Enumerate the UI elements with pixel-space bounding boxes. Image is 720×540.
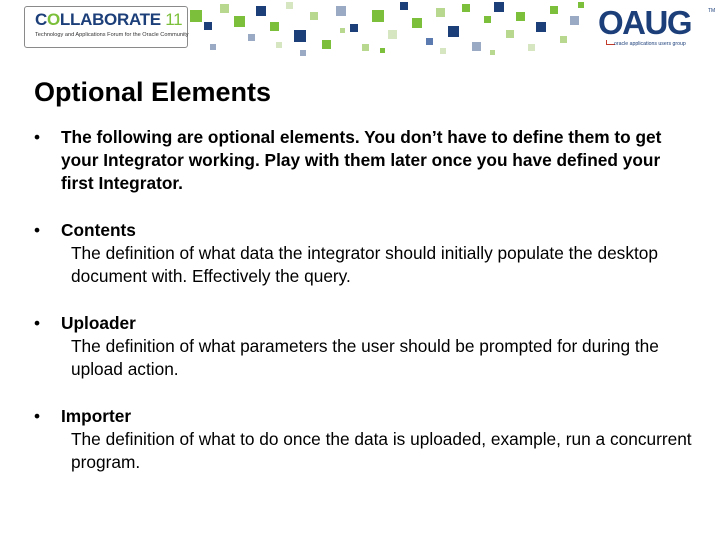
bullet-heading: Uploader (61, 313, 136, 333)
mosaic-square (220, 4, 229, 13)
mosaic-square (448, 26, 459, 37)
mosaic-square (516, 12, 525, 21)
mosaic-square (234, 16, 245, 27)
mosaic-square (494, 2, 504, 12)
mosaic-square (550, 6, 558, 14)
mosaic-square (336, 6, 346, 16)
mosaic-square (270, 22, 279, 31)
mosaic-square (528, 44, 535, 51)
mosaic-square (286, 2, 293, 9)
mosaic-square (472, 42, 481, 51)
decorative-square-mosaic (190, 0, 590, 58)
bullet-dot: • (34, 220, 41, 240)
mosaic-square (362, 44, 369, 51)
bullet-heading: Importer (61, 406, 132, 426)
mosaic-square (190, 10, 202, 22)
collaborate-11-logo (24, 6, 188, 48)
mosaic-square (210, 44, 216, 50)
mosaic-square (536, 22, 546, 32)
mosaic-square (340, 28, 345, 33)
mosaic-square (248, 34, 255, 41)
slide-header (0, 0, 720, 62)
mosaic-square (484, 16, 491, 23)
mosaic-square (436, 8, 445, 17)
bullet-heading: Contents (61, 220, 136, 240)
mosaic-square (372, 10, 384, 22)
bullet-text: The following are optional elements. You don’t have to define them to get your Integrator working. Play with them later once you have defined your first Integrator. (61, 127, 662, 193)
oaug-logo-wordmark: OAUG (598, 4, 691, 41)
oaug-logo (596, 4, 716, 52)
mosaic-square (578, 2, 584, 8)
mosaic-square (412, 18, 422, 28)
bullet-dot: • (34, 127, 41, 147)
mosaic-square (388, 30, 397, 39)
bullet-item-contents (34, 219, 694, 288)
collaborate-logo-tagline: Technology and Applications Forum for the Oracle Community (35, 32, 189, 38)
mosaic-square (294, 30, 306, 42)
mosaic-square (462, 4, 470, 12)
mosaic-square (300, 50, 306, 56)
mosaic-square (276, 42, 282, 48)
slide-title: Optional Elements (34, 77, 272, 107)
mosaic-square (426, 38, 433, 45)
mosaic-square (380, 48, 385, 53)
mosaic-square (440, 48, 446, 54)
mosaic-square (506, 30, 514, 38)
bullet-dot: • (34, 313, 41, 333)
bullet-description: The definition of what data the integrator should initially populate the desktop document with. Effectively the query. (71, 243, 658, 286)
mosaic-square (570, 16, 579, 25)
oaug-trademark: TM (708, 8, 716, 14)
bullet-item-uploader (34, 312, 694, 381)
mosaic-square (204, 22, 212, 30)
mosaic-square (310, 12, 318, 20)
mosaic-square (322, 40, 331, 49)
bullet-item-importer (34, 405, 694, 474)
bullet-description: The definition of what parameters the user should be prompted for during the upload action. (71, 336, 659, 379)
mosaic-square (400, 2, 408, 10)
oaug-logo-tagline: oracle applications users group (614, 41, 686, 47)
mosaic-square (350, 24, 358, 32)
mosaic-square (256, 6, 266, 16)
bullet-list (34, 126, 694, 474)
mosaic-square (560, 36, 567, 43)
bullet-description: The definition of what to do once the data is uploaded, example, run a concurrent program. (71, 429, 692, 472)
bullet-dot: • (34, 406, 41, 426)
bullet-item-intro (34, 126, 694, 195)
mosaic-square (490, 50, 495, 55)
collaborate-logo-wordmark: COLLABORATE 11 (35, 10, 183, 29)
